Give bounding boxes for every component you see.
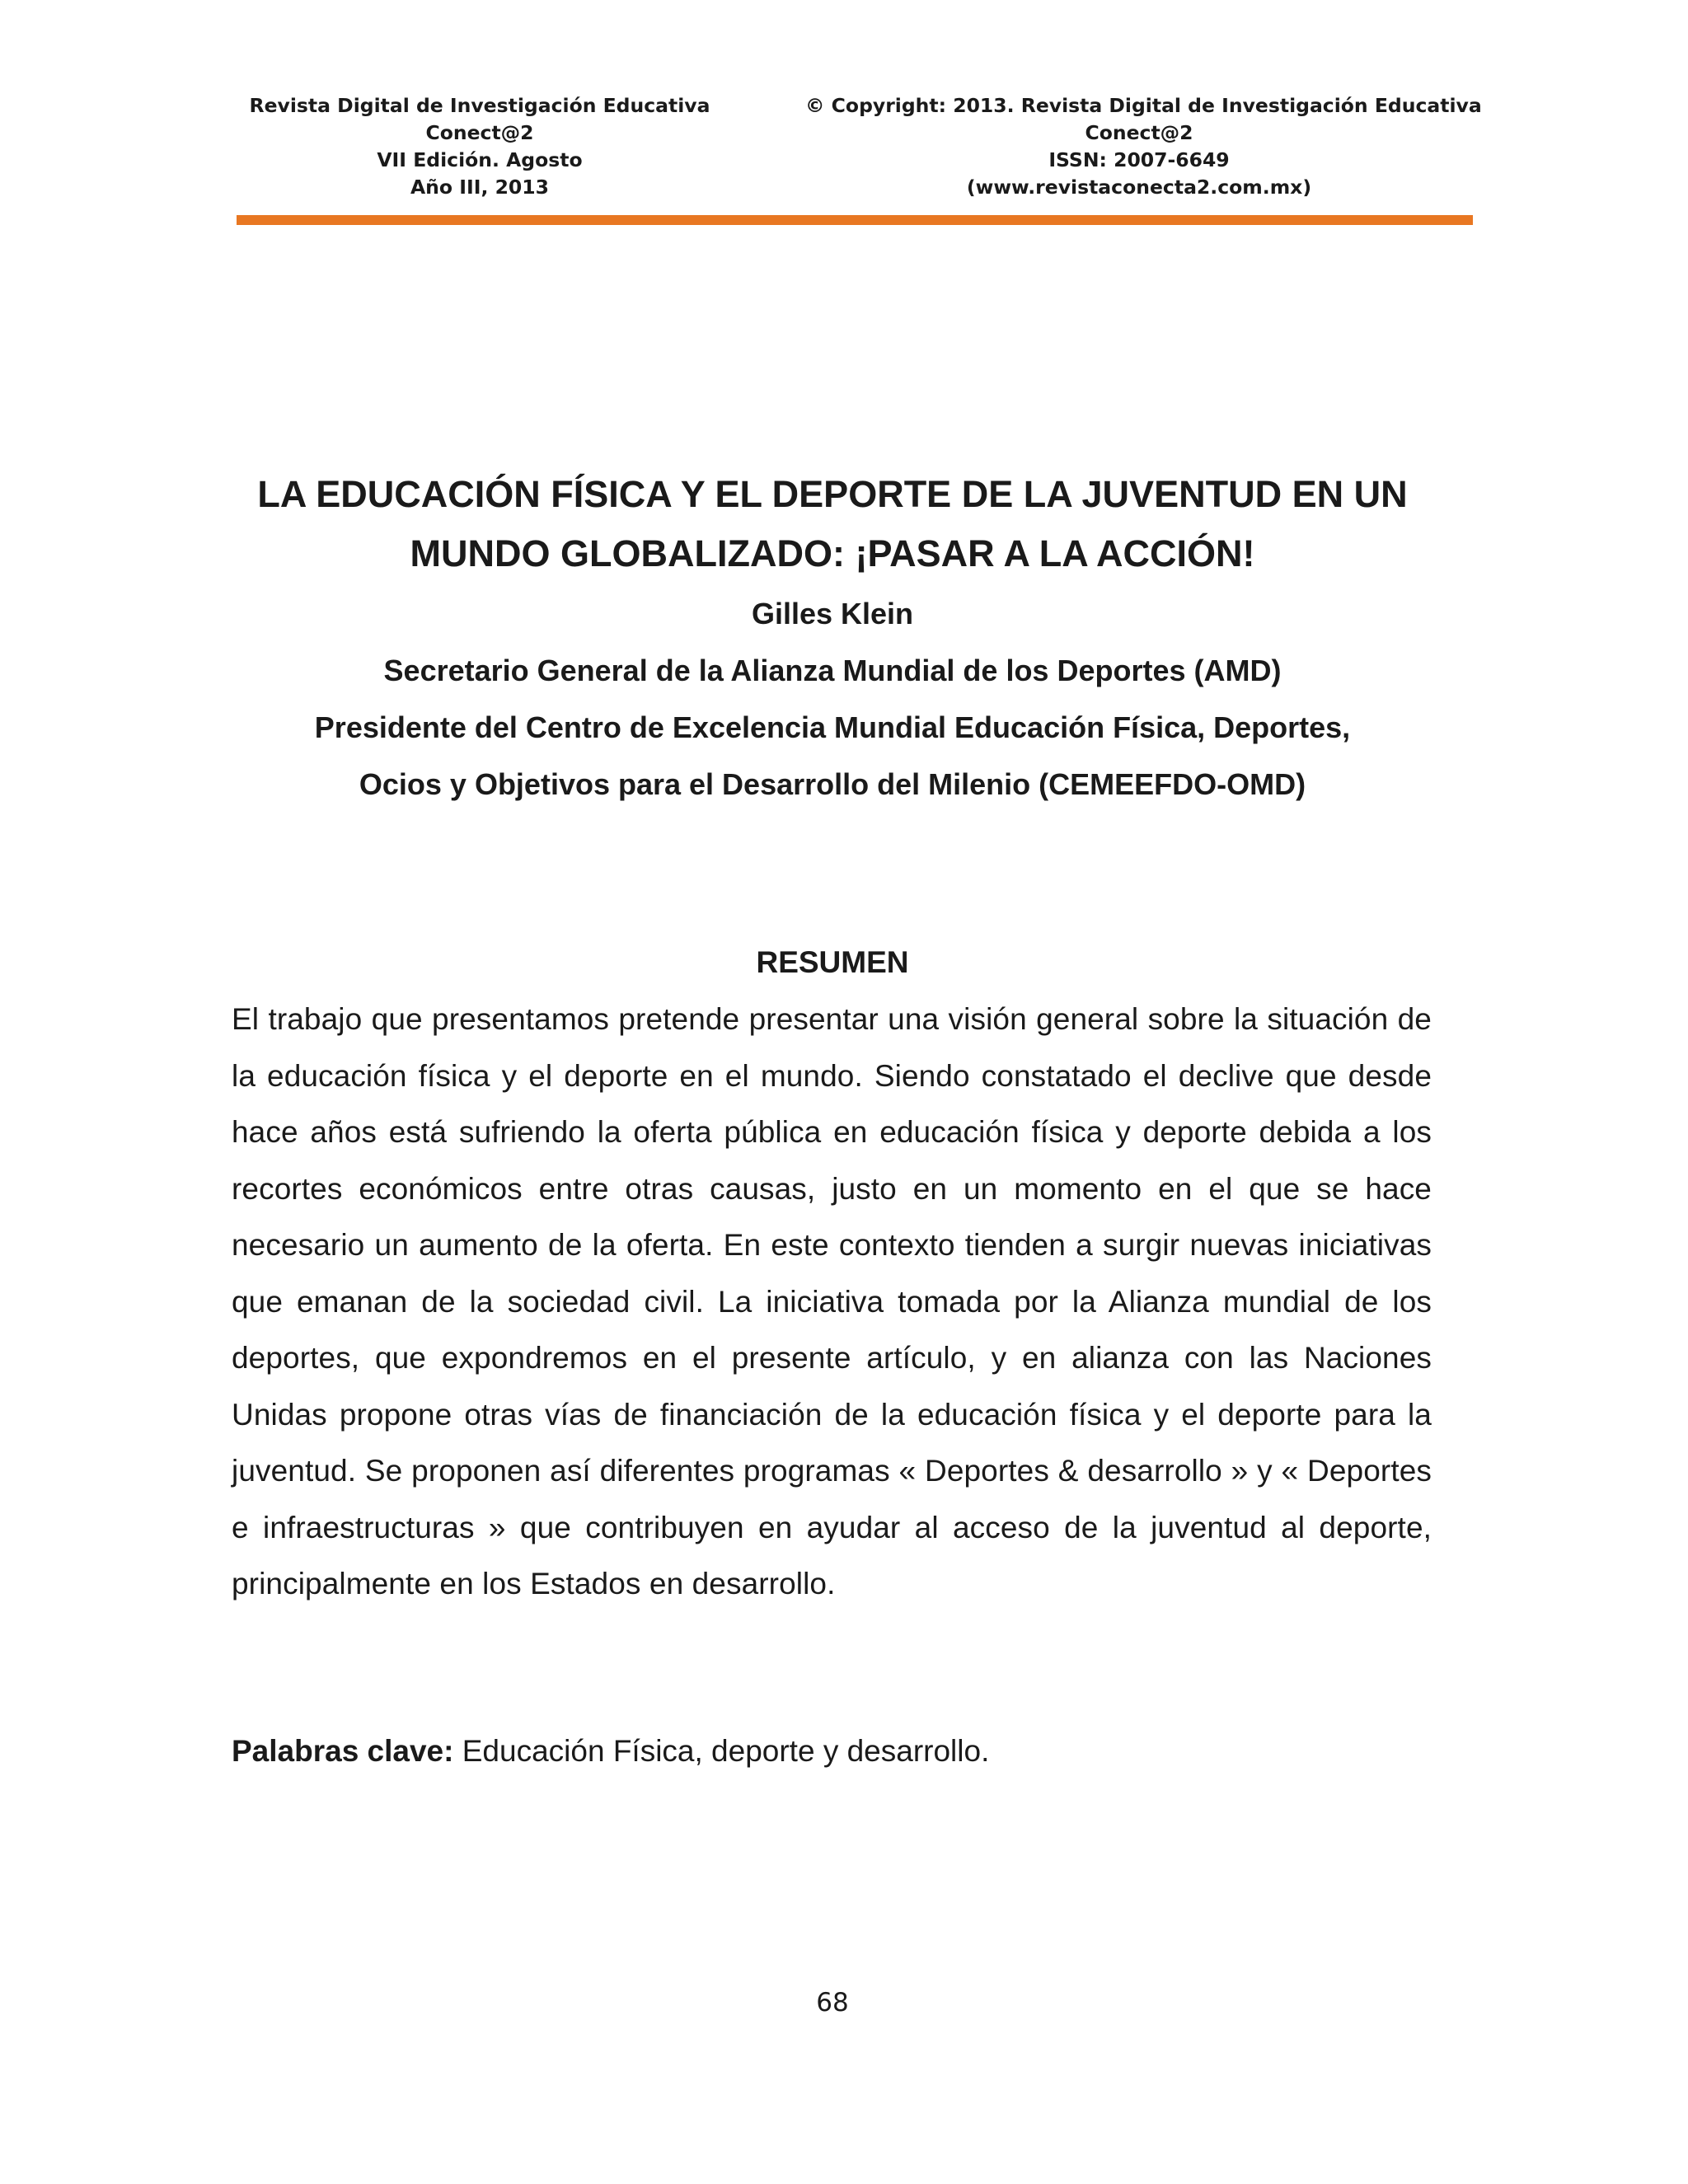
copyright-journal-short-name: Conect@2 xyxy=(1085,121,1193,144)
author-affiliation-3: Ocios y Objetivos para el Desarrollo del Milenio (CEMEEFDO-OMD) xyxy=(359,767,1306,801)
author-affiliation-1: Secretario General de la Alianza Mundial de los Deportes (AMD) xyxy=(383,654,1282,687)
author-affiliation-2: Presidente del Centro de Excelencia Mundial Educación Física, Deportes, xyxy=(314,710,1351,744)
copyright-notice: © Copyright: 2013. Revista Digital de Investigación Educativa xyxy=(805,94,1482,117)
journal-name: Revista Digital de Investigación Educativa xyxy=(249,94,710,117)
article-title-block xyxy=(206,462,1459,813)
keywords xyxy=(232,1727,1432,1776)
journal-edition: VII Edición. Agosto xyxy=(377,148,583,171)
page-number: 68 xyxy=(816,1988,849,2018)
journal-short-name: Conect@2 xyxy=(425,121,534,144)
journal-year: Año III, 2013 xyxy=(410,176,549,199)
abstract-heading: RESUMEN xyxy=(756,945,909,979)
copyright-info xyxy=(805,92,1482,201)
header-divider xyxy=(237,215,1473,225)
author-name: Gilles Klein xyxy=(751,597,914,630)
journal-website: (www.revistaconecta2.com.mx) xyxy=(966,176,1312,199)
article-title-line-2: MUNDO GLOBALIZADO: ¡PASAR A LA ACCIÓN! xyxy=(410,532,1255,574)
abstract-text: El trabajo que presentamos pretende presentar una visión general sobre la situación de la educación física y el deporte en el mundo. Siendo constatado el declive que desde hace años está sufriendo la oferta pública en educación física y deporte debida a los recortes económicos entre otras causas, justo en un momento en el que se hace necesario un aumento de la oferta. En este contexto tienden a surgir nuevas iniciativas que emanan de la sociedad civil. La iniciativa tomada por la Alianza mundial de los deportes, que expondremos en el presente artículo, y en alianza con las Naciones Unidas propone otras vías de financiación de la educación física y el deporte para la juventud. Se proponen así diferentes programas « Deportes & desarrollo » y « Deportes e infraestructuras » que contribuyen en ayudar al acceso de la juventud al deporte, principalmente en los Estados en desarrollo. xyxy=(232,1002,1432,1601)
keywords-label: Palabras clave: xyxy=(232,1734,454,1768)
keywords-text: Educación Física, deporte y desarrollo. xyxy=(453,1734,990,1768)
journal-info xyxy=(237,92,723,201)
article-title-line-1: LA EDUCACIÓN FÍSICA Y EL DEPORTE DE LA JUVENTUD EN UN xyxy=(257,473,1408,515)
journal-header xyxy=(237,92,1482,224)
issn: ISSN: 2007-6649 xyxy=(1048,148,1230,171)
